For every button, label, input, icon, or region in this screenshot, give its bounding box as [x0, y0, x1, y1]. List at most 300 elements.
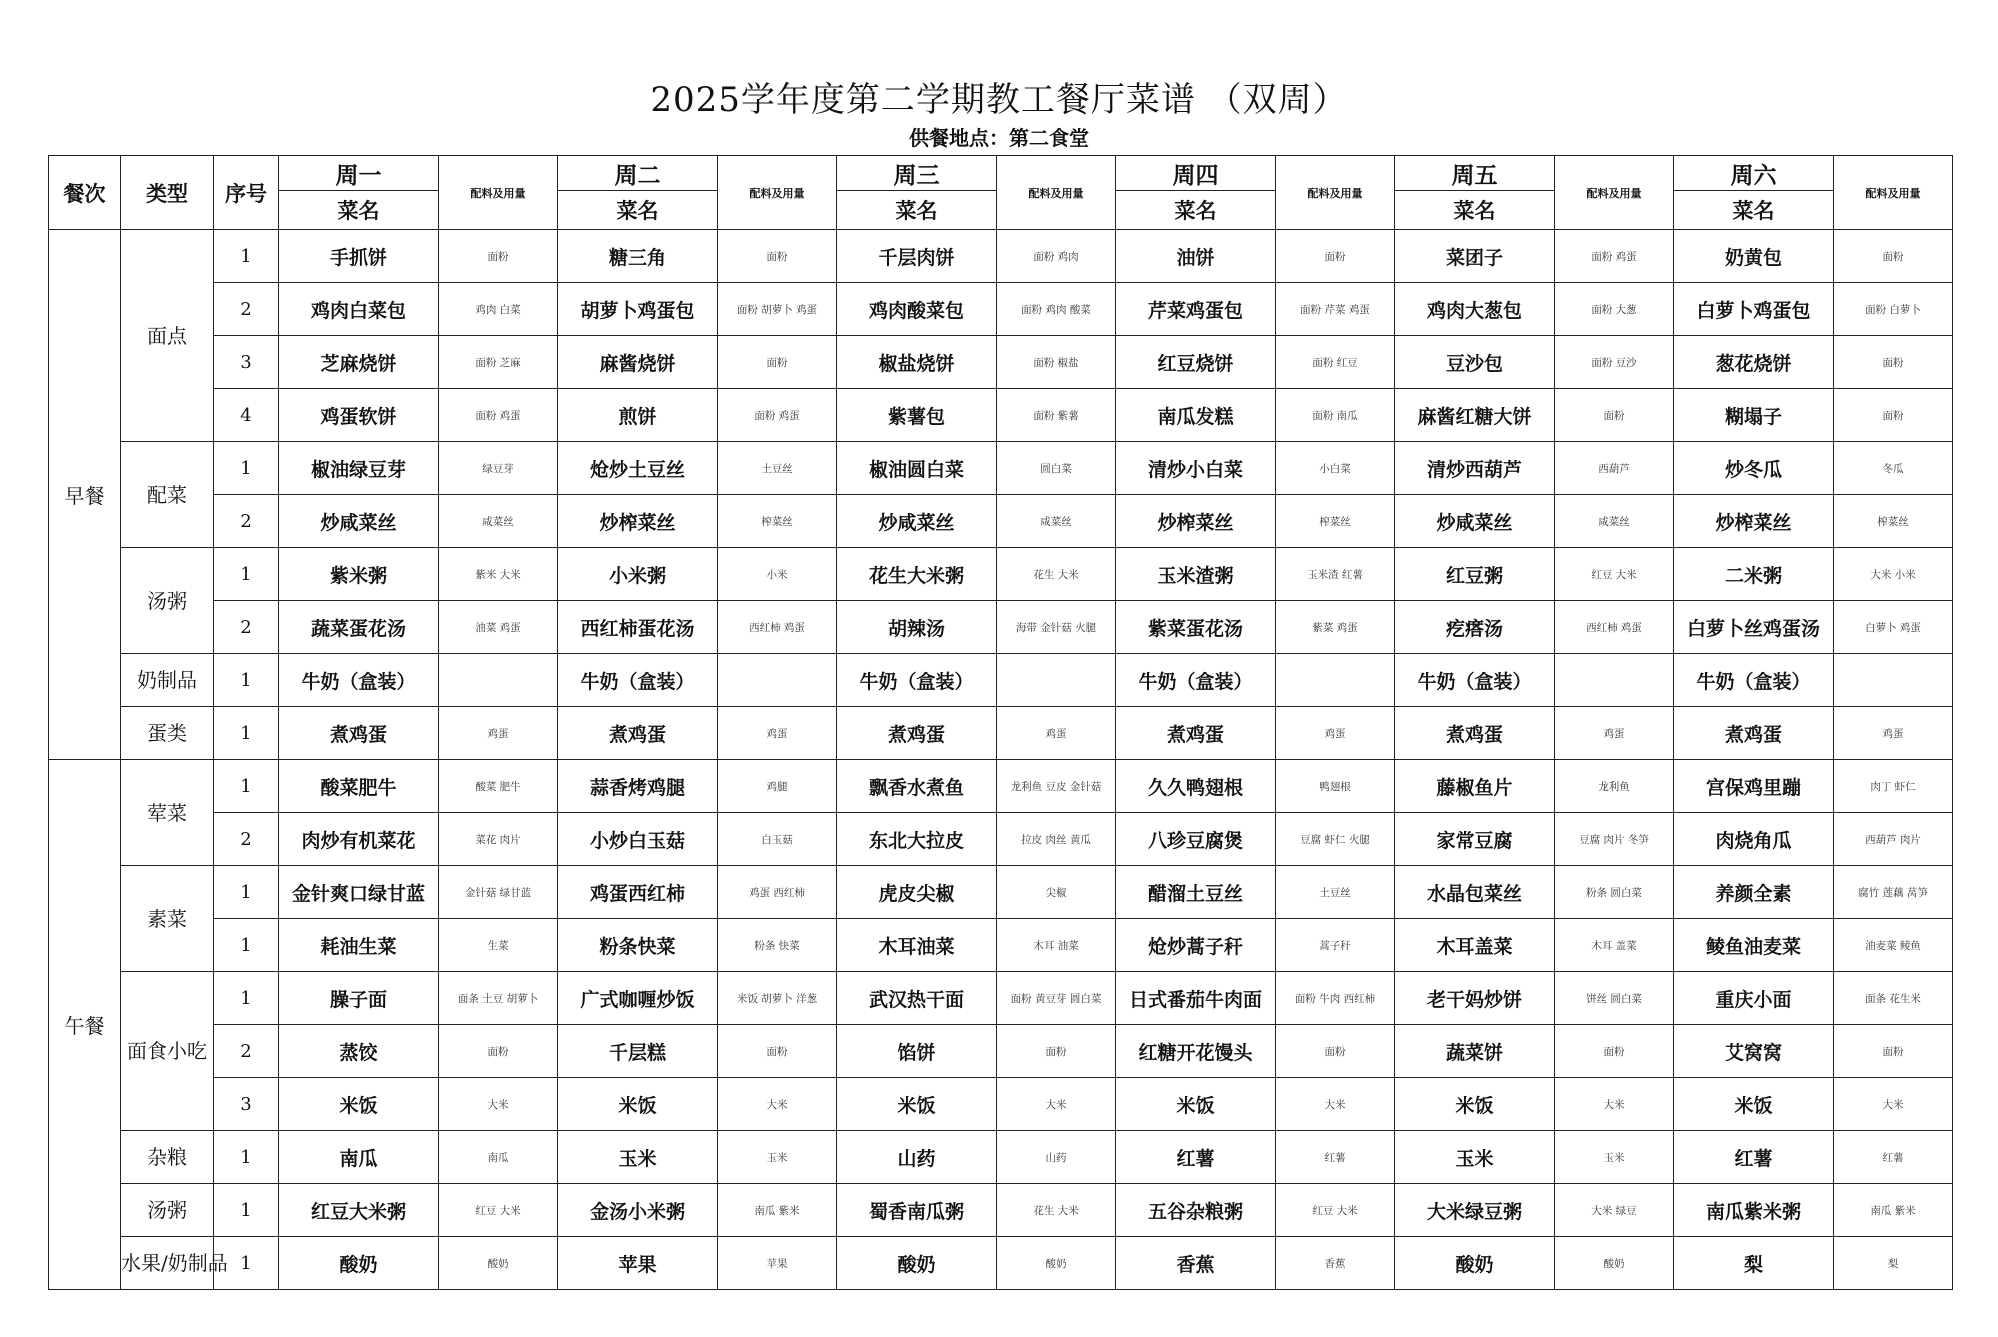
ingredients-cell: 土豆丝	[1276, 866, 1395, 919]
header-day-4: 周四	[1116, 156, 1276, 191]
header-dish-4: 菜名	[1116, 191, 1276, 230]
dish-cell: 鸡蛋软饼	[279, 389, 439, 442]
dish-cell: 紫菜蛋花汤	[1116, 601, 1276, 654]
header-day-2: 周二	[558, 156, 718, 191]
ingredients-cell: 面粉 紫薯	[997, 389, 1116, 442]
ingredients-cell: 鸡蛋	[997, 707, 1116, 760]
header-dish-6: 菜名	[1674, 191, 1834, 230]
dish-cell: 牛奶（盒装）	[279, 654, 439, 707]
ingredients-cell: 生菜	[439, 919, 558, 972]
ingredients-cell: 面粉	[439, 230, 558, 283]
ingredients-cell: 红豆 大米	[1276, 1184, 1395, 1237]
dish-cell: 木耳盖菜	[1395, 919, 1555, 972]
ingredients-cell: 拉皮 肉丝 黄瓜	[997, 813, 1116, 866]
dish-cell: 金针爽口绿甘蓝	[279, 866, 439, 919]
ingredients-cell: 榨菜丝	[1834, 495, 1953, 548]
ingredients-cell: 豆腐 肉片 冬笋	[1555, 813, 1674, 866]
ingredients-cell: 米饭 胡萝卜 洋葱	[718, 972, 837, 1025]
ingredients-cell: 白玉菇	[718, 813, 837, 866]
header-seq: 序号	[214, 156, 279, 230]
ingredients-cell	[1834, 654, 1953, 707]
dish-cell: 玉米渣粥	[1116, 548, 1276, 601]
dish-cell: 耗油生菜	[279, 919, 439, 972]
seq-cell: 2	[214, 813, 279, 866]
dish-cell: 南瓜紫米粥	[1674, 1184, 1834, 1237]
ingredients-cell: 面粉	[439, 1025, 558, 1078]
ingredients-cell: 花生 大米	[997, 1184, 1116, 1237]
dish-cell: 手抓饼	[279, 230, 439, 283]
seq-cell: 1	[214, 919, 279, 972]
ingredients-cell: 木耳 油菜	[997, 919, 1116, 972]
table-row	[49, 283, 1953, 336]
dish-cell: 大米绿豆粥	[1395, 1184, 1555, 1237]
dish-cell: 豆沙包	[1395, 336, 1555, 389]
dish-cell: 木耳油菜	[837, 919, 997, 972]
ingredients-cell: 绿豆芽	[439, 442, 558, 495]
dish-cell: 炒咸菜丝	[837, 495, 997, 548]
ingredients-cell: 面条 土豆 胡萝卜	[439, 972, 558, 1025]
dish-cell: 玉米	[558, 1131, 718, 1184]
ingredients-cell: 面粉	[1834, 230, 1953, 283]
dish-cell: 炒榨菜丝	[1116, 495, 1276, 548]
dish-cell: 玉米	[1395, 1131, 1555, 1184]
ingredients-cell: 菜花 肉片	[439, 813, 558, 866]
seq-cell: 2	[214, 495, 279, 548]
table-row	[49, 972, 1953, 1025]
header-day-3: 周三	[837, 156, 997, 191]
ingredients-cell: 大米	[997, 1078, 1116, 1131]
ingredients-cell: 蒿子秆	[1276, 919, 1395, 972]
type-cell: 杂粮	[121, 1131, 214, 1184]
seq-cell: 2	[214, 1025, 279, 1078]
ingredients-cell: 鸡蛋	[1276, 707, 1395, 760]
ingredients-cell: 木耳 盖菜	[1555, 919, 1674, 972]
ingredients-cell: 面粉 芹菜 鸡蛋	[1276, 283, 1395, 336]
ingredients-cell: 面粉 大葱	[1555, 283, 1674, 336]
dish-cell: 东北大拉皮	[837, 813, 997, 866]
ingredients-cell: 南瓜	[439, 1131, 558, 1184]
dish-cell: 酸奶	[279, 1237, 439, 1290]
ingredients-cell: 饼丝 圆白菜	[1555, 972, 1674, 1025]
ingredients-cell: 梨	[1834, 1237, 1953, 1290]
ingredients-cell: 榨菜丝	[718, 495, 837, 548]
ingredients-cell: 酸菜 肥牛	[439, 760, 558, 813]
dish-cell: 八珍豆腐煲	[1116, 813, 1276, 866]
ingredients-cell: 鸡腿	[718, 760, 837, 813]
dish-cell: 老干妈炒饼	[1395, 972, 1555, 1025]
ingredients-cell: 面粉 鸡蛋	[718, 389, 837, 442]
ingredients-cell: 红薯	[1834, 1131, 1953, 1184]
ingredients-cell: 面粉 豆沙	[1555, 336, 1674, 389]
dish-cell: 胡辣汤	[837, 601, 997, 654]
dish-cell: 清炒小白菜	[1116, 442, 1276, 495]
type-cell: 汤粥	[121, 548, 214, 654]
dish-cell: 煮鸡蛋	[1674, 707, 1834, 760]
dish-cell: 梨	[1674, 1237, 1834, 1290]
ingredients-cell: 红豆 大米	[1555, 548, 1674, 601]
ingredients-cell: 西葫芦	[1555, 442, 1674, 495]
ingredients-cell: 红豆 大米	[439, 1184, 558, 1237]
ingredients-cell	[439, 654, 558, 707]
dish-cell: 鸡蛋西红柿	[558, 866, 718, 919]
dish-cell: 煮鸡蛋	[837, 707, 997, 760]
dish-cell: 清炒西葫芦	[1395, 442, 1555, 495]
table-row	[49, 1131, 1953, 1184]
ingredients-cell: 面粉 鸡蛋	[1555, 230, 1674, 283]
header-row-days	[49, 156, 1953, 191]
ingredients-cell: 土豆丝	[718, 442, 837, 495]
ingredients-cell: 榨菜丝	[1276, 495, 1395, 548]
dish-cell: 肉炒有机菜花	[279, 813, 439, 866]
dish-cell: 肉烧角瓜	[1674, 813, 1834, 866]
dish-cell: 麻酱烧饼	[558, 336, 718, 389]
dish-cell: 米饭	[558, 1078, 718, 1131]
table-row	[49, 336, 1953, 389]
ingredients-cell: 酸奶	[997, 1237, 1116, 1290]
dish-cell: 糊塌子	[1674, 389, 1834, 442]
ingredients-cell: 鸡蛋	[1555, 707, 1674, 760]
type-cell: 奶制品	[121, 654, 214, 707]
ingredients-cell	[1276, 654, 1395, 707]
ingredients-cell: 小白菜	[1276, 442, 1395, 495]
ingredients-cell: 面粉 胡萝卜 鸡蛋	[718, 283, 837, 336]
dish-cell: 椒盐烧饼	[837, 336, 997, 389]
seq-cell: 1	[214, 654, 279, 707]
dish-cell: 煮鸡蛋	[279, 707, 439, 760]
type-cell: 水果/奶制品	[121, 1237, 214, 1290]
ingredients-cell: 面粉	[1834, 336, 1953, 389]
dish-cell: 牛奶（盒装）	[1395, 654, 1555, 707]
dish-cell: 煮鸡蛋	[1395, 707, 1555, 760]
dish-cell: 臊子面	[279, 972, 439, 1025]
table-row	[49, 866, 1953, 919]
header-day-5: 周五	[1395, 156, 1555, 191]
dish-cell: 油饼	[1116, 230, 1276, 283]
dish-cell: 山药	[837, 1131, 997, 1184]
header-dish-5: 菜名	[1395, 191, 1555, 230]
table-row	[49, 654, 1953, 707]
dish-cell: 牛奶（盒装）	[1116, 654, 1276, 707]
ingredients-cell: 面粉	[718, 336, 837, 389]
ingredients-cell: 咸菜丝	[1555, 495, 1674, 548]
dish-cell: 白萝卜丝鸡蛋汤	[1674, 601, 1834, 654]
ingredients-cell: 面粉 鸡肉	[997, 230, 1116, 283]
type-cell: 配菜	[121, 442, 214, 548]
table-row	[49, 919, 1953, 972]
ingredients-cell: 酸奶	[1555, 1237, 1674, 1290]
ingredients-cell	[1555, 654, 1674, 707]
ingredients-cell: 粉条 圆白菜	[1555, 866, 1674, 919]
header-day-1: 周一	[279, 156, 439, 191]
seq-cell: 1	[214, 1131, 279, 1184]
dish-cell: 苹果	[558, 1237, 718, 1290]
dish-cell: 芝麻烧饼	[279, 336, 439, 389]
dish-cell: 白萝卜鸡蛋包	[1674, 283, 1834, 336]
dish-cell: 馅饼	[837, 1025, 997, 1078]
header-ingredients-2: 配料及用量	[718, 156, 837, 230]
ingredients-cell: 龙利鱼 豆皮 金针菇	[997, 760, 1116, 813]
dish-cell: 煎饼	[558, 389, 718, 442]
ingredients-cell: 面粉 芝麻	[439, 336, 558, 389]
dish-cell: 小米粥	[558, 548, 718, 601]
table-row	[49, 548, 1953, 601]
dish-cell: 蔬菜饼	[1395, 1025, 1555, 1078]
ingredients-cell: 南瓜 紫米	[1834, 1184, 1953, 1237]
dish-cell: 南瓜发糕	[1116, 389, 1276, 442]
menu-table	[48, 155, 1953, 1290]
ingredients-cell: 大米	[1834, 1078, 1953, 1131]
dish-cell: 米饭	[1395, 1078, 1555, 1131]
ingredients-cell: 面粉 南瓜	[1276, 389, 1395, 442]
dish-cell: 葱花烧饼	[1674, 336, 1834, 389]
dish-cell: 鲮鱼油麦菜	[1674, 919, 1834, 972]
dish-cell: 牛奶（盒装）	[558, 654, 718, 707]
header-ingredients-5: 配料及用量	[1555, 156, 1674, 230]
dish-cell: 鸡肉酸菜包	[837, 283, 997, 336]
table-row	[49, 230, 1953, 283]
ingredients-cell: 大米	[439, 1078, 558, 1131]
dish-cell: 炒榨菜丝	[558, 495, 718, 548]
dish-cell: 奶黄包	[1674, 230, 1834, 283]
dish-cell: 千层糕	[558, 1025, 718, 1078]
page-title: 2025学年度第二学期教工餐厅菜谱 （双周）	[650, 80, 1348, 120]
ingredients-cell: 大米	[1276, 1078, 1395, 1131]
dish-cell: 米饭	[1116, 1078, 1276, 1131]
ingredients-cell: 香蕉	[1276, 1237, 1395, 1290]
table-row	[49, 601, 1953, 654]
ingredients-cell: 紫菜 鸡蛋	[1276, 601, 1395, 654]
ingredients-cell: 冬瓜	[1834, 442, 1953, 495]
dish-cell: 小炒白玉菇	[558, 813, 718, 866]
seq-cell: 1	[214, 760, 279, 813]
dish-cell: 红薯	[1674, 1131, 1834, 1184]
ingredients-cell: 面粉	[997, 1025, 1116, 1078]
ingredients-cell: 大米	[1555, 1078, 1674, 1131]
page-subtitle: 供餐地点：第二食堂	[909, 126, 1089, 150]
ingredients-cell: 大米 小米	[1834, 548, 1953, 601]
dish-cell: 武汉热干面	[837, 972, 997, 1025]
ingredients-cell: 玉米	[718, 1131, 837, 1184]
type-cell: 汤粥	[121, 1184, 214, 1237]
ingredients-cell: 面粉	[1555, 1025, 1674, 1078]
ingredients-cell: 面粉	[718, 230, 837, 283]
ingredients-cell: 面粉 白萝卜	[1834, 283, 1953, 336]
dish-cell: 家常豆腐	[1395, 813, 1555, 866]
table-row	[49, 1078, 1953, 1131]
ingredients-cell: 咸菜丝	[997, 495, 1116, 548]
ingredients-cell: 面粉 红豆	[1276, 336, 1395, 389]
dish-cell: 红豆大米粥	[279, 1184, 439, 1237]
dish-cell: 酸奶	[1395, 1237, 1555, 1290]
ingredients-cell: 面粉	[1834, 389, 1953, 442]
ingredients-cell: 玉米渣 红薯	[1276, 548, 1395, 601]
type-cell: 面食小吃	[121, 972, 214, 1131]
table-row	[49, 1237, 1953, 1290]
dish-cell: 红豆粥	[1395, 548, 1555, 601]
ingredients-cell: 鸡肉 白菜	[439, 283, 558, 336]
ingredients-cell: 肉丁 虾仁	[1834, 760, 1953, 813]
ingredients-cell: 大米 绿豆	[1555, 1184, 1674, 1237]
seq-cell: 1	[214, 866, 279, 919]
dish-cell: 红豆烧饼	[1116, 336, 1276, 389]
dish-cell: 醋溜土豆丝	[1116, 866, 1276, 919]
ingredients-cell: 西红柿 鸡蛋	[718, 601, 837, 654]
dish-cell: 飘香水煮鱼	[837, 760, 997, 813]
ingredients-cell: 白萝卜 鸡蛋	[1834, 601, 1953, 654]
dish-cell: 香蕉	[1116, 1237, 1276, 1290]
dish-cell: 蔬菜蛋花汤	[279, 601, 439, 654]
ingredients-cell: 粉条 快菜	[718, 919, 837, 972]
dish-cell: 芹菜鸡蛋包	[1116, 283, 1276, 336]
dish-cell: 炒咸菜丝	[1395, 495, 1555, 548]
dish-cell: 水晶包菜丝	[1395, 866, 1555, 919]
type-cell: 荤菜	[121, 760, 214, 866]
dish-cell: 虎皮尖椒	[837, 866, 997, 919]
header-ingredients-6: 配料及用量	[1834, 156, 1953, 230]
type-cell: 蛋类	[121, 707, 214, 760]
ingredients-cell: 面粉	[1834, 1025, 1953, 1078]
dish-cell: 蜀香南瓜粥	[837, 1184, 997, 1237]
seq-cell: 1	[214, 1184, 279, 1237]
table-row	[49, 1025, 1953, 1078]
dish-cell: 炒冬瓜	[1674, 442, 1834, 495]
dish-cell: 炒榨菜丝	[1674, 495, 1834, 548]
ingredients-cell: 面粉	[1555, 389, 1674, 442]
header-dish-3: 菜名	[837, 191, 997, 230]
ingredients-cell: 苹果	[718, 1237, 837, 1290]
ingredients-cell: 面粉	[1276, 230, 1395, 283]
ingredients-cell: 面粉 鸡肉 酸菜	[997, 283, 1116, 336]
dish-cell: 南瓜	[279, 1131, 439, 1184]
ingredients-cell: 西红柿 鸡蛋	[1555, 601, 1674, 654]
seq-cell: 4	[214, 389, 279, 442]
table-row	[49, 760, 1953, 813]
dish-cell: 酸菜肥牛	[279, 760, 439, 813]
ingredients-cell: 面条 花生米	[1834, 972, 1953, 1025]
ingredients-cell: 豆腐 虾仁 火腿	[1276, 813, 1395, 866]
dish-cell: 千层肉饼	[837, 230, 997, 283]
dish-cell: 养颜全素	[1674, 866, 1834, 919]
dish-cell: 蒸饺	[279, 1025, 439, 1078]
meal-cell: 早餐	[49, 230, 121, 760]
dish-cell: 蒜香烤鸡腿	[558, 760, 718, 813]
dish-cell: 椒油圆白菜	[837, 442, 997, 495]
dish-cell: 椒油绿豆芽	[279, 442, 439, 495]
seq-cell: 3	[214, 1078, 279, 1131]
ingredients-cell: 鸡蛋	[718, 707, 837, 760]
ingredients-cell: 山药	[997, 1131, 1116, 1184]
ingredients-cell: 面粉 鸡蛋	[439, 389, 558, 442]
ingredients-cell: 圆白菜	[997, 442, 1116, 495]
dish-cell: 紫薯包	[837, 389, 997, 442]
dish-cell: 金汤小米粥	[558, 1184, 718, 1237]
dish-cell: 宫保鸡里蹦	[1674, 760, 1834, 813]
type-cell: 素菜	[121, 866, 214, 972]
dish-cell: 牛奶（盒装）	[1674, 654, 1834, 707]
dish-cell: 紫米粥	[279, 548, 439, 601]
ingredients-cell: 龙利鱼	[1555, 760, 1674, 813]
ingredients-cell: 面粉 椒盐	[997, 336, 1116, 389]
dish-cell: 日式番茄牛肉面	[1116, 972, 1276, 1025]
seq-cell: 1	[214, 230, 279, 283]
ingredients-cell	[718, 654, 837, 707]
ingredients-cell: 面粉 黄豆芽 圆白菜	[997, 972, 1116, 1025]
dish-cell: 鸡肉白菜包	[279, 283, 439, 336]
seq-cell: 1	[214, 1237, 279, 1290]
header-day-6: 周六	[1674, 156, 1834, 191]
table-row	[49, 1184, 1953, 1237]
dish-cell: 久久鸭翅根	[1116, 760, 1276, 813]
ingredients-cell: 咸菜丝	[439, 495, 558, 548]
ingredients-cell: 腐竹 莲藕 莴笋	[1834, 866, 1953, 919]
table-row	[49, 442, 1953, 495]
header-dish-1: 菜名	[279, 191, 439, 230]
ingredients-cell: 紫米 大米	[439, 548, 558, 601]
ingredients-cell: 海带 金针菇 火腿	[997, 601, 1116, 654]
ingredients-cell: 油麦菜 鲮鱼	[1834, 919, 1953, 972]
dish-cell: 米饭	[837, 1078, 997, 1131]
ingredients-cell	[997, 654, 1116, 707]
dish-cell: 麻酱红糖大饼	[1395, 389, 1555, 442]
dish-cell: 胡萝卜鸡蛋包	[558, 283, 718, 336]
ingredients-cell: 面粉	[1276, 1025, 1395, 1078]
dish-cell: 煮鸡蛋	[1116, 707, 1276, 760]
dish-cell: 五谷杂粮粥	[1116, 1184, 1276, 1237]
ingredients-cell: 大米	[718, 1078, 837, 1131]
header-ingredients-3: 配料及用量	[997, 156, 1116, 230]
dish-cell: 广式咖喱炒饭	[558, 972, 718, 1025]
dish-cell: 牛奶（盒装）	[837, 654, 997, 707]
seq-cell: 1	[214, 548, 279, 601]
dish-cell: 花生大米粥	[837, 548, 997, 601]
menu-body	[49, 230, 1953, 1290]
ingredients-cell: 金针菇 绿甘蓝	[439, 866, 558, 919]
dish-cell: 二米粥	[1674, 548, 1834, 601]
seq-cell: 2	[214, 283, 279, 336]
header-meal: 餐次	[49, 156, 121, 230]
dish-cell: 艾窝窝	[1674, 1025, 1834, 1078]
dish-cell: 糖三角	[558, 230, 718, 283]
dish-cell: 红薯	[1116, 1131, 1276, 1184]
ingredients-cell: 尖椒	[997, 866, 1116, 919]
dish-cell: 重庆小面	[1674, 972, 1834, 1025]
type-cell: 面点	[121, 230, 214, 442]
table-row	[49, 707, 1953, 760]
seq-cell: 2	[214, 601, 279, 654]
seq-cell: 1	[214, 707, 279, 760]
dish-cell: 炝炒蒿子秆	[1116, 919, 1276, 972]
table-row	[49, 389, 1953, 442]
dish-cell: 炝炒土豆丝	[558, 442, 718, 495]
header-ingredients-4: 配料及用量	[1276, 156, 1395, 230]
dish-cell: 煮鸡蛋	[558, 707, 718, 760]
ingredients-cell: 面粉	[718, 1025, 837, 1078]
ingredients-cell: 油菜 鸡蛋	[439, 601, 558, 654]
header-type: 类型	[121, 156, 214, 230]
header-ingredients-1: 配料及用量	[439, 156, 558, 230]
dish-cell: 西红柿蛋花汤	[558, 601, 718, 654]
table-row	[49, 495, 1953, 548]
seq-cell: 1	[214, 442, 279, 495]
ingredients-cell: 南瓜 紫米	[718, 1184, 837, 1237]
ingredients-cell: 鸡蛋	[1834, 707, 1953, 760]
ingredients-cell: 西葫芦 肉片	[1834, 813, 1953, 866]
dish-cell: 鸡肉大葱包	[1395, 283, 1555, 336]
dish-cell: 米饭	[279, 1078, 439, 1131]
ingredients-cell: 面粉 牛肉 西红柿	[1276, 972, 1395, 1025]
dish-cell: 菜团子	[1395, 230, 1555, 283]
ingredients-cell: 玉米	[1555, 1131, 1674, 1184]
